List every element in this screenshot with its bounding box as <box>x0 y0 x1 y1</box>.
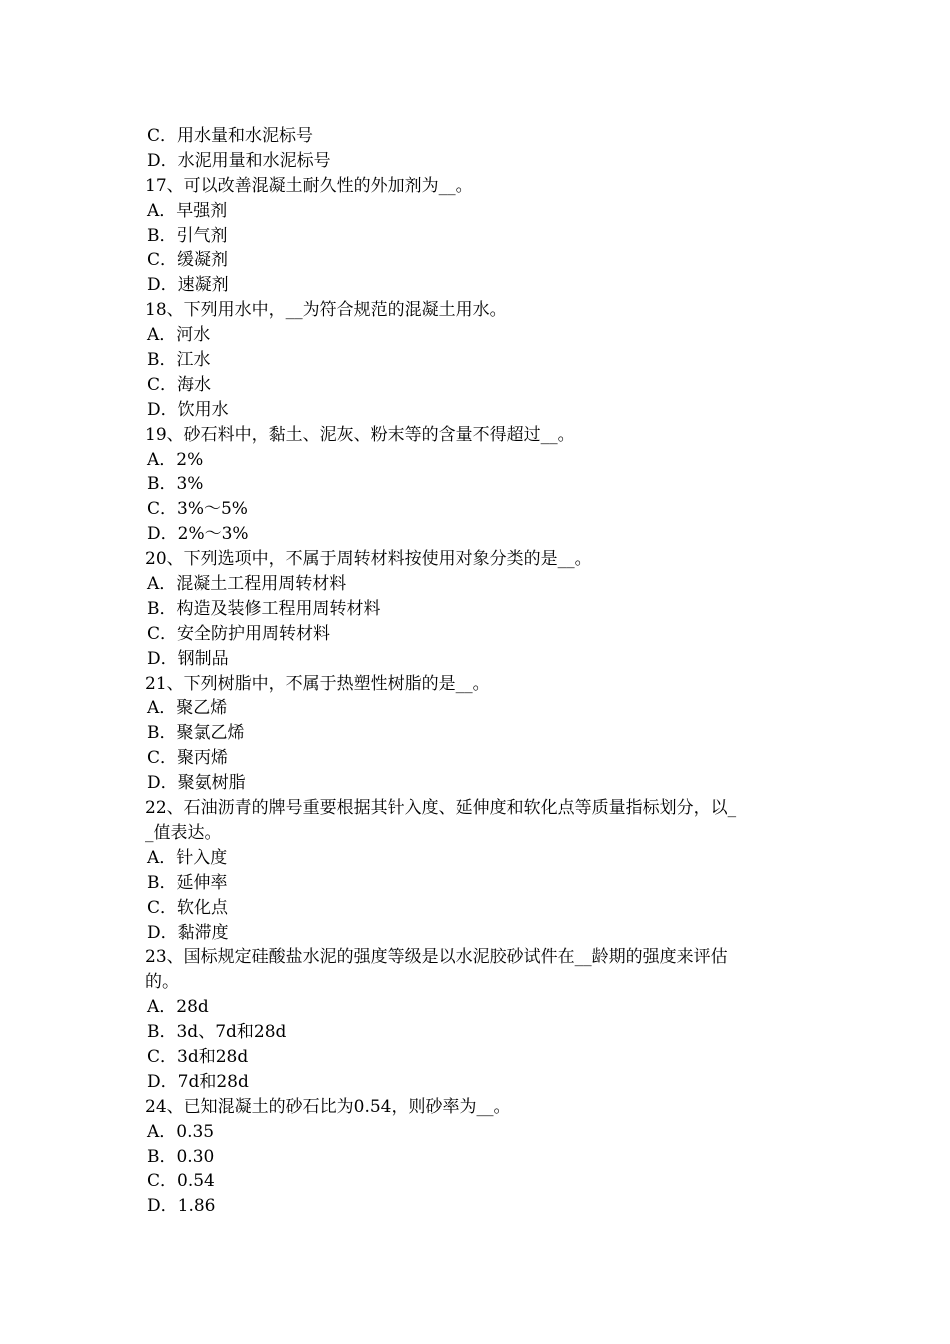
option-line: B．江水 <box>147 350 211 371</box>
option-line: D．1.86 <box>147 1196 216 1217</box>
option-line: D．钢制品 <box>147 648 229 669</box>
option-line: A．早强剂 <box>147 200 228 221</box>
question-line: _值表达。 <box>145 822 222 843</box>
option-line: C．0.54 <box>147 1171 215 1192</box>
option-line: A．2% <box>147 449 204 470</box>
option-line: C．海水 <box>147 374 212 395</box>
option-line: D．7d和28d <box>147 1071 249 1092</box>
option-line: B．3d、7d和28d <box>147 1022 287 1043</box>
question-line: 的。 <box>145 972 179 993</box>
option-line: A．河水 <box>147 325 211 346</box>
option-line: A．28d <box>147 997 209 1018</box>
question-list <box>145 124 815 1219</box>
option-line: D．聚氨树脂 <box>147 773 246 794</box>
option-line: D．速凝剂 <box>147 275 229 296</box>
option-line: D．饮用水 <box>147 399 229 420</box>
option-line: B．延伸率 <box>147 872 228 893</box>
option-line: D．水泥用量和水泥标号 <box>147 150 331 171</box>
option-line: B．0.30 <box>147 1146 215 1167</box>
option-line: D．2%～3% <box>147 524 249 545</box>
question-line: 21、下列树脂中，不属于热塑性树脂的是__。 <box>145 673 490 694</box>
question-line: 19、砂石料中，黏土、泥灰、粉末等的含量不得超过__。 <box>145 424 575 445</box>
option-line: D．黏滞度 <box>147 922 229 943</box>
option-line: B．聚氯乙烯 <box>147 723 245 744</box>
option-line: B．构造及装修工程用周转材料 <box>147 598 381 619</box>
option-line: C．3%～5% <box>147 499 248 520</box>
option-line: C．聚丙烯 <box>147 748 229 769</box>
option-line: A．0.35 <box>147 1121 215 1142</box>
option-line: A．混凝土工程用周转材料 <box>147 574 347 595</box>
question-line: 18、下列用水中，__为符合规范的混凝土用水。 <box>145 300 507 321</box>
option-line: B．引气剂 <box>147 225 228 246</box>
option-line: A．针入度 <box>147 847 228 868</box>
option-line: C．3d和28d <box>147 1046 249 1067</box>
question-line: 20、下列选项中，不属于周转材料按使用对象分类的是__。 <box>145 549 592 570</box>
option-line: C．缓凝剂 <box>147 250 229 271</box>
question-line: 24、已知混凝土的砂石比为0.54，则砂率为__。 <box>145 1096 511 1117</box>
question-line: 22、石油沥青的牌号重要根据其针入度、延伸度和软化点等质量指标划分，以_ <box>145 798 737 819</box>
option-line: C．软化点 <box>147 897 229 918</box>
option-line: C．用水量和水泥标号 <box>147 126 314 146</box>
question-line: 23、国标规定硅酸盐水泥的强度等级是以水泥胶砂试件在__龄期的强度来评估 <box>145 947 728 968</box>
question-line: 17、可以改善混凝土耐久性的外加剂为__。 <box>145 175 473 196</box>
option-line: B．3% <box>147 474 204 495</box>
option-line: C．安全防护用周转材料 <box>147 623 331 644</box>
option-line: A．聚乙烯 <box>147 698 228 719</box>
